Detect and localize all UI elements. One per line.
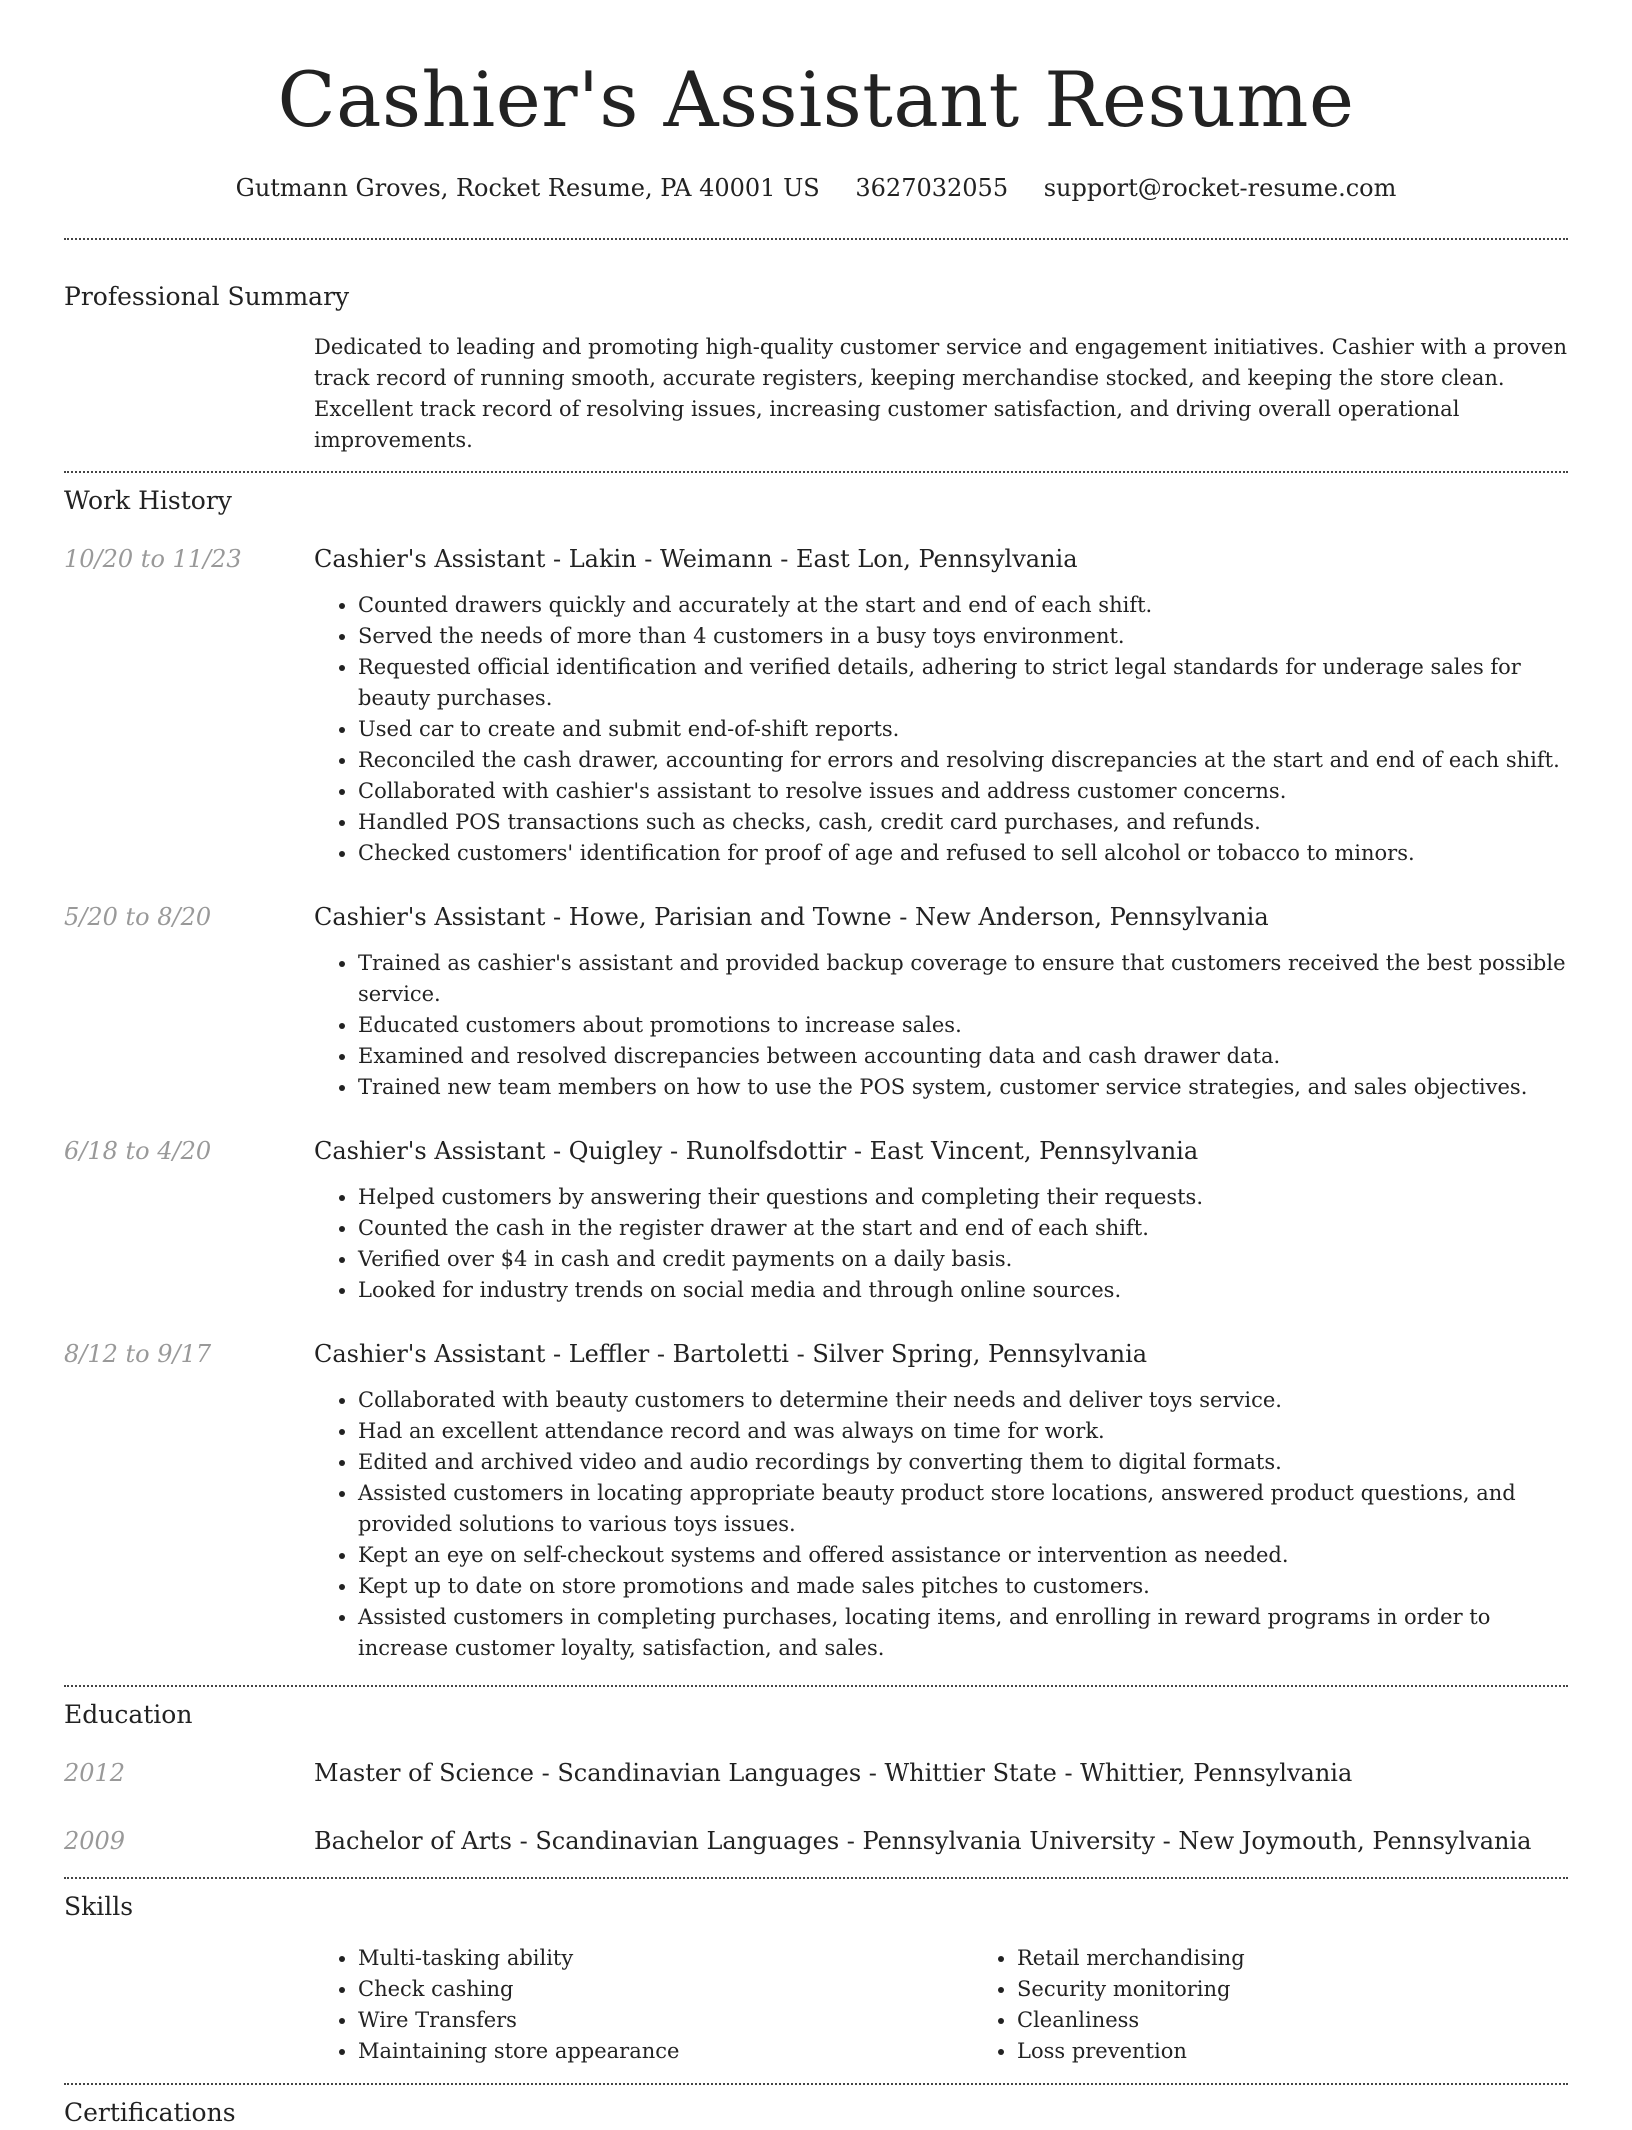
job-duty: • Looked for industry trends on social media and through online sources. xyxy=(358,1275,1568,1306)
job-dates: 5/20 to 8/20 xyxy=(64,903,212,931)
job-duties xyxy=(314,1385,1568,1664)
job-duty: • Handled POS transactions such as checks, cash, credit card purchases, and refunds. xyxy=(358,807,1568,838)
skills-heading: Skills xyxy=(64,1892,134,1921)
job-entry xyxy=(64,1337,1568,1664)
summary-spacer xyxy=(64,332,314,456)
certifications-heading: Certifications xyxy=(64,2098,236,2127)
job-title: Cashier's Assistant - Howe, Parisian and Towne - New Anderson, Pennsylvania xyxy=(314,903,1269,931)
job-duty: • Trained as cashier's assistant and provided backup coverage to ensure that customers received the best possible service. xyxy=(358,948,1568,1010)
skills-columns xyxy=(314,1943,1568,2067)
education-heading: Education xyxy=(64,1700,193,1729)
skills-list-right xyxy=(973,1943,1245,2067)
education-degree: Master of Science - Scandinavian Languages - Whittier State - Whittier, Pennsylvania xyxy=(314,1759,1353,1787)
work-history-section xyxy=(64,484,1568,1664)
skills-section xyxy=(64,1890,1568,2067)
job-details xyxy=(314,1337,1568,1664)
job-duty: • Requested official identification and verified details, adhering to strict legal standards for underage sales for beauty purchases. xyxy=(358,652,1568,714)
skills-spacer xyxy=(64,1943,314,2067)
job-duty: • Collaborated with cashier's assistant to resolve issues and address customer concerns. xyxy=(358,776,1568,807)
skills-divider xyxy=(64,2083,1568,2085)
education-details xyxy=(314,1824,1568,1858)
job-entry xyxy=(64,1134,1568,1306)
job-duty: • Counted the cash in the register drawer at the start and end of each shift. xyxy=(358,1213,1568,1244)
skills-row xyxy=(64,1943,1568,2067)
job-dates: 8/12 to 9/17 xyxy=(64,1340,212,1368)
job-duty: • Collaborated with beauty customers to determine their needs and deliver toys service. xyxy=(358,1385,1568,1416)
job-duty: • Checked customers' identification for proof of age and refused to sell alcohol or tobacco to minors. xyxy=(358,838,1568,869)
job-duty: • Counted drawers quickly and accurately at the start and end of each shift. xyxy=(358,590,1568,621)
job-duty: • Trained new team members on how to use the POS system, customer service strategies, and sales objectives. xyxy=(358,1072,1568,1103)
summary-divider xyxy=(64,471,1568,473)
skills-list-left xyxy=(314,1943,973,2067)
summary-section xyxy=(64,280,1568,456)
job-duty: • Edited and archived video and audio recordings by converting them to digital formats. xyxy=(358,1447,1568,1478)
resume-title: Cashier's Assistant Resume xyxy=(277,55,1355,144)
education-year: 2009 xyxy=(64,1827,126,1855)
education-section xyxy=(64,1698,1568,1858)
education-divider xyxy=(64,1877,1568,1879)
work-history-heading: Work History xyxy=(64,486,232,515)
contact-address: Gutmann Groves, Rocket Resume, PA 40001 US xyxy=(235,174,820,202)
job-details xyxy=(314,900,1568,1103)
education-entry xyxy=(64,1756,1568,1790)
job-duties xyxy=(314,1182,1568,1306)
skill-item: • Retail merchandising xyxy=(1017,1943,1245,1974)
job-title: Cashier's Assistant - Quigley - Runolfsdottir - East Vincent, Pennsylvania xyxy=(314,1137,1199,1165)
job-details xyxy=(314,1134,1568,1306)
certifications-section xyxy=(64,2096,1568,2130)
job-duty: • Educated customers about promotions to increase sales. xyxy=(358,1010,1568,1041)
skill-item: • Security monitoring xyxy=(1017,1974,1245,2005)
job-duty: • Assisted customers in locating appropriate beauty product store locations, answered product questions, and provided solutions to various toys issues. xyxy=(358,1478,1568,1540)
job-duty: • Examined and resolved discrepancies between accounting data and cash drawer data. xyxy=(358,1041,1568,1072)
summary-heading: Professional Summary xyxy=(64,282,350,311)
contact-line xyxy=(64,172,1568,204)
job-dates: 10/20 to 11/23 xyxy=(64,545,242,573)
job-duty: • Kept up to date on store promotions and made sales pitches to customers. xyxy=(358,1571,1568,1602)
job-duty: • Had an excellent attendance record and was always on time for work. xyxy=(358,1416,1568,1447)
job-duty: • Helped customers by answering their questions and completing their requests. xyxy=(358,1182,1568,1213)
header-divider xyxy=(64,238,1568,240)
education-year: 2012 xyxy=(64,1759,126,1787)
skill-item: • Maintaining store appearance xyxy=(358,2036,973,2067)
job-duty: • Reconciled the cash drawer, accounting for errors and resolving discrepancies at the start and end of each shift. xyxy=(358,745,1568,776)
work-history-divider xyxy=(64,1685,1568,1687)
job-duties xyxy=(314,948,1568,1103)
job-details xyxy=(314,542,1568,869)
skill-item: • Multi-tasking ability xyxy=(358,1943,973,1974)
contact-email: support@rocket-resume.com xyxy=(1043,174,1397,202)
skill-item: • Wire Transfers xyxy=(358,2005,973,2036)
job-entry xyxy=(64,542,1568,869)
job-title: Cashier's Assistant - Lakin - Weimann - East Lon, Pennsylvania xyxy=(314,545,1078,573)
education-entry xyxy=(64,1824,1568,1858)
summary-body xyxy=(314,332,1568,456)
summary-text: Dedicated to leading and promoting high-quality customer service and engagement initiatives. Cashier with a proven track record of running smooth, accurate registers, keeping merchandise stocked, and keeping the store clean. Excellent track record of resolving issues, increasing customer satisfaction, and driving overall operational improvements. xyxy=(314,335,1567,452)
job-duty: • Verified over $4 in cash and credit payments on a daily basis. xyxy=(358,1244,1568,1275)
job-title: Cashier's Assistant - Leffler - Bartoletti - Silver Spring, Pennsylvania xyxy=(314,1340,1148,1368)
job-duty: • Assisted customers in completing purchases, locating items, and enrolling in reward programs in order to increase customer loyalty, satisfaction, and sales. xyxy=(358,1602,1568,1664)
education-details xyxy=(314,1756,1568,1790)
summary-row xyxy=(64,332,1568,456)
job-entry xyxy=(64,900,1568,1103)
skill-item: • Check cashing xyxy=(358,1974,973,2005)
job-duty: • Served the needs of more than 4 customers in a busy toys environment. xyxy=(358,621,1568,652)
skill-item: • Loss prevention xyxy=(1017,2036,1245,2067)
job-duties xyxy=(314,590,1568,869)
job-duty: • Used car to create and submit end-of-shift reports. xyxy=(358,714,1568,745)
skill-item: • Cleanliness xyxy=(1017,2005,1245,2036)
contact-phone: 3627032055 xyxy=(855,174,1009,202)
job-dates: 6/18 to 4/20 xyxy=(64,1137,212,1165)
job-duty: • Kept an eye on self-checkout systems and offered assistance or intervention as needed. xyxy=(358,1540,1568,1571)
resume-page xyxy=(64,0,1568,2130)
education-degree: Bachelor of Arts - Scandinavian Languages - Pennsylvania University - New Joymouth, Pennsylvania xyxy=(314,1827,1532,1855)
